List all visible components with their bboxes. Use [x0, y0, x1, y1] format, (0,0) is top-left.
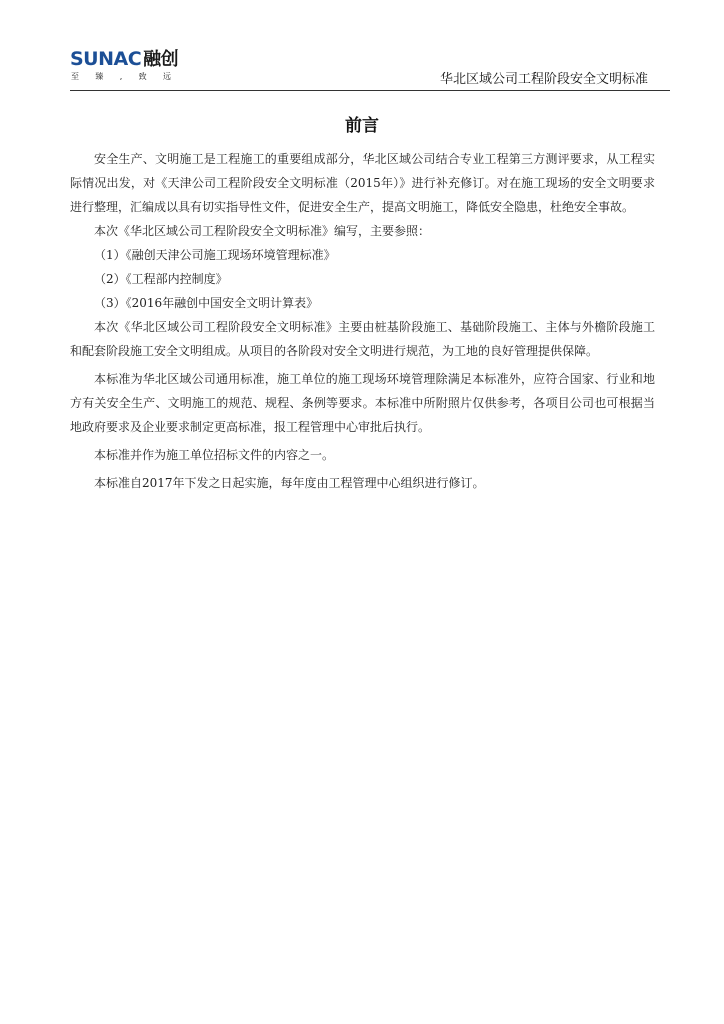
logo-english: SUNAC	[70, 48, 142, 70]
paragraph: 本标准并作为施工单位招标文件的内容之一。	[94, 448, 335, 462]
logo-chinese: 融创	[143, 49, 179, 70]
header-divider	[70, 90, 670, 91]
paragraph: 安全生产、文明施工是工程施工的重要组成部分，华北区域公司结合专业工程第三方测评要求，从工程实际情况出发，对《天津公司工程阶段安全文明标准（2015年）》进行补充修订。对在施工现场的安全文明要求进行整理，汇编成以具有切实指导性文件，促进安全生产，提高文明施工，降低安全隐患，杜绝安全事故。	[70, 152, 655, 214]
paragraph: 本标准自2017年下发之日起实施，每年度由工程管理中心组织进行修订。	[94, 476, 485, 490]
paragraph: 本次《华北区域公司工程阶段安全文明标准》主要由桩基阶段施工、基础阶段施工、主体与外檐阶段施工和配套阶段施工安全文明组成。从项目的各阶段对安全文明进行规范，为工地的良好管理提供保障。	[70, 320, 655, 358]
reference-item: （2）《工程部内控制度》	[94, 272, 228, 286]
reference-item: （3）《2016年融创中国安全文明计算表》	[94, 296, 319, 310]
reference-item: （1）《融创天津公司施工现场环境管理标准》	[94, 248, 336, 262]
slogan-char: 远	[162, 72, 171, 81]
preface-body	[70, 147, 655, 495]
document-header-title: 华北区域公司工程阶段安全文明标准	[439, 72, 648, 87]
sunac-logo	[70, 48, 180, 88]
logo-slogan	[71, 72, 171, 82]
logo-wordmark	[70, 48, 178, 71]
slogan-char: 至	[71, 72, 79, 81]
paragraph: 本次《华北区域公司工程阶段安全文明标准》编写，主要参照：	[94, 224, 431, 238]
paragraph: 本标准为华北区域公司通用标准，施工单位的施工现场环境管理除满足本标准外，应符合国家、行业和地方有关安全生产、文明施工的规范、规程、条例等要求。本标准中所附照片仅供参考，各项目公司也可根据当地政府要求及企业要求制定更高标准，报工程管理中心审批后执行。	[70, 372, 655, 434]
slogan-char: 臻	[95, 72, 104, 81]
page-header	[70, 48, 670, 88]
slogan-char: 致	[138, 72, 147, 81]
slogan-char: ,	[119, 72, 123, 81]
page-title: 前言	[345, 116, 379, 136]
